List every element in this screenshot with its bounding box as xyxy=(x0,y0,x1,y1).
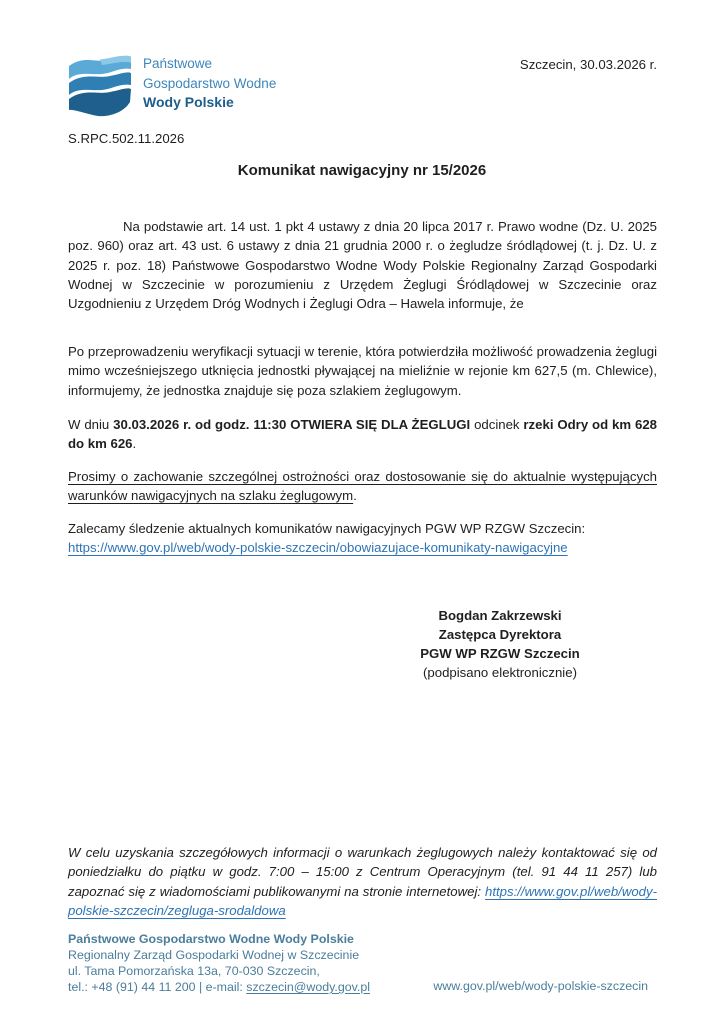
signature-block xyxy=(352,606,648,682)
wody-polskie-logo xyxy=(143,54,276,113)
info-text: W celu uzyskania szczegółowych informacji o warunkach żeglugowych należy kontaktować się od poniedziałku do piątku w godz. 7:00 – 15:00 z Centrum Operacyjnym (tel. 91 44 11 257) lub zapoznać się z wiadomościami publikowanymi na stronie internetowej: xyxy=(68,845,657,899)
signature-note: (podpisano elektronicznie) xyxy=(423,665,577,680)
opening-middle: odcinek xyxy=(470,417,524,433)
paragraph-opening xyxy=(68,415,657,453)
logo-text-line1: Państwowe xyxy=(143,56,213,71)
paragraph-info xyxy=(68,843,657,920)
paragraph-legal-basis: Na podstawie art. 14 ust. 1 pkt 4 ustawy z dnia 20 lipca 2017 r. Prawo wodne (Dz. U. 2025 poz. 960) oraz art. 43 ust. 6 ustawy z dnia 21 grudnia 2000 r. o żegludze śródlądowej (t. j. Dz. U. z 2025 r. poz. 18) Państwowe Gospodarstwo Wodne Wody Polskie Regionalny Zarząd Gospodarki Wodnej w Szczecinie w porozumieniu z Urzędem Żeglugi Śródlądowej w Szczecinie oraz Uzgodnieniu z Urzędem Dróg Wodnych i Żeglugi Odra – Hawela informuje, że xyxy=(68,219,657,311)
page-title: Komunikat nawigacyjny nr 15/2026 xyxy=(237,162,487,179)
footer-tel-line xyxy=(68,979,370,995)
opening-period: . xyxy=(132,436,137,452)
footer-line3: ul. Tama Pomorzańska 13a, 70-030 Szczecin, xyxy=(68,964,320,978)
email-link[interactable]: szczecin@wody.gov.pl xyxy=(246,980,370,994)
reference-number: S.RPC.502.11.2026 xyxy=(68,131,185,146)
caution-period: . xyxy=(353,488,357,504)
logo-text-line2: Gospodarstwo Wodne xyxy=(143,75,277,91)
signature-org: PGW WP RZGW Szczecin xyxy=(420,646,580,661)
follow-text: Zalecamy śledzenie aktualnych komunikatów nawigacyjnych PGW WP RZGW Szczecin: xyxy=(68,521,586,536)
paragraph-verification: Po przeprowadzeniu weryfikacji sytuacji w terenie, która potwierdziła możliwość prowadzenia żeglugi mimo wcześniejszego utknięcia jednostki pływającej na mieliźnie w rejonie km 627,5 (m. Chlewice), informujemy, że jednostka znajduje się poza szlakiem żeglugowym. xyxy=(68,344,657,398)
signature-role: Zastępca Dyrektora xyxy=(438,627,562,642)
opening-prefix: W dniu xyxy=(68,417,114,433)
caution-underlined-text: Prosimy o zachowanie szczególnej ostrożności oraz dostosowanie się do aktualnie występujących warunków nawigacyjnych na szlaku żeglugowym xyxy=(68,469,657,504)
logo-text-line3: Wody Polskie xyxy=(143,94,234,110)
signature-name: Bogdan Zakrzewski xyxy=(438,608,562,623)
footer-org: Państwowe Gospodarstwo Wodne Wody Polskie xyxy=(68,932,354,946)
footer xyxy=(68,931,370,995)
paragraph-caution xyxy=(68,467,657,505)
opening-bold-datetime: 30.03.2026 r. od godz. 11:30 OTWIERA SIĘ DLA ŻEGLUGI xyxy=(113,417,471,433)
footer-line2: Regionalny Zarząd Gospodarki Wodnej w Szczecinie xyxy=(68,948,360,962)
opening-bold-section: rzeki Odry od km 628 do km 626 xyxy=(68,417,657,452)
paragraph-follow xyxy=(68,519,657,557)
wody-polskie-logo-icon xyxy=(64,52,136,118)
zegluga-link[interactable]: https://www.gov.pl/web/wody-polskie-szczecin/zegluga-srodaldowa xyxy=(68,883,657,918)
date-line: Szczecin, 30.03.2026 r. xyxy=(519,57,657,72)
footer-website: www.gov.pl/web/wody-polskie-szczecin xyxy=(433,979,648,993)
komunikaty-link[interactable]: https://www.gov.pl/web/wody-polskie-szczecin/obowiazujace-komunikaty-nawigacyjne xyxy=(68,540,568,556)
footer-tel-prefix: tel.: +48 (91) 44 11 200 | e-mail: xyxy=(68,980,247,994)
